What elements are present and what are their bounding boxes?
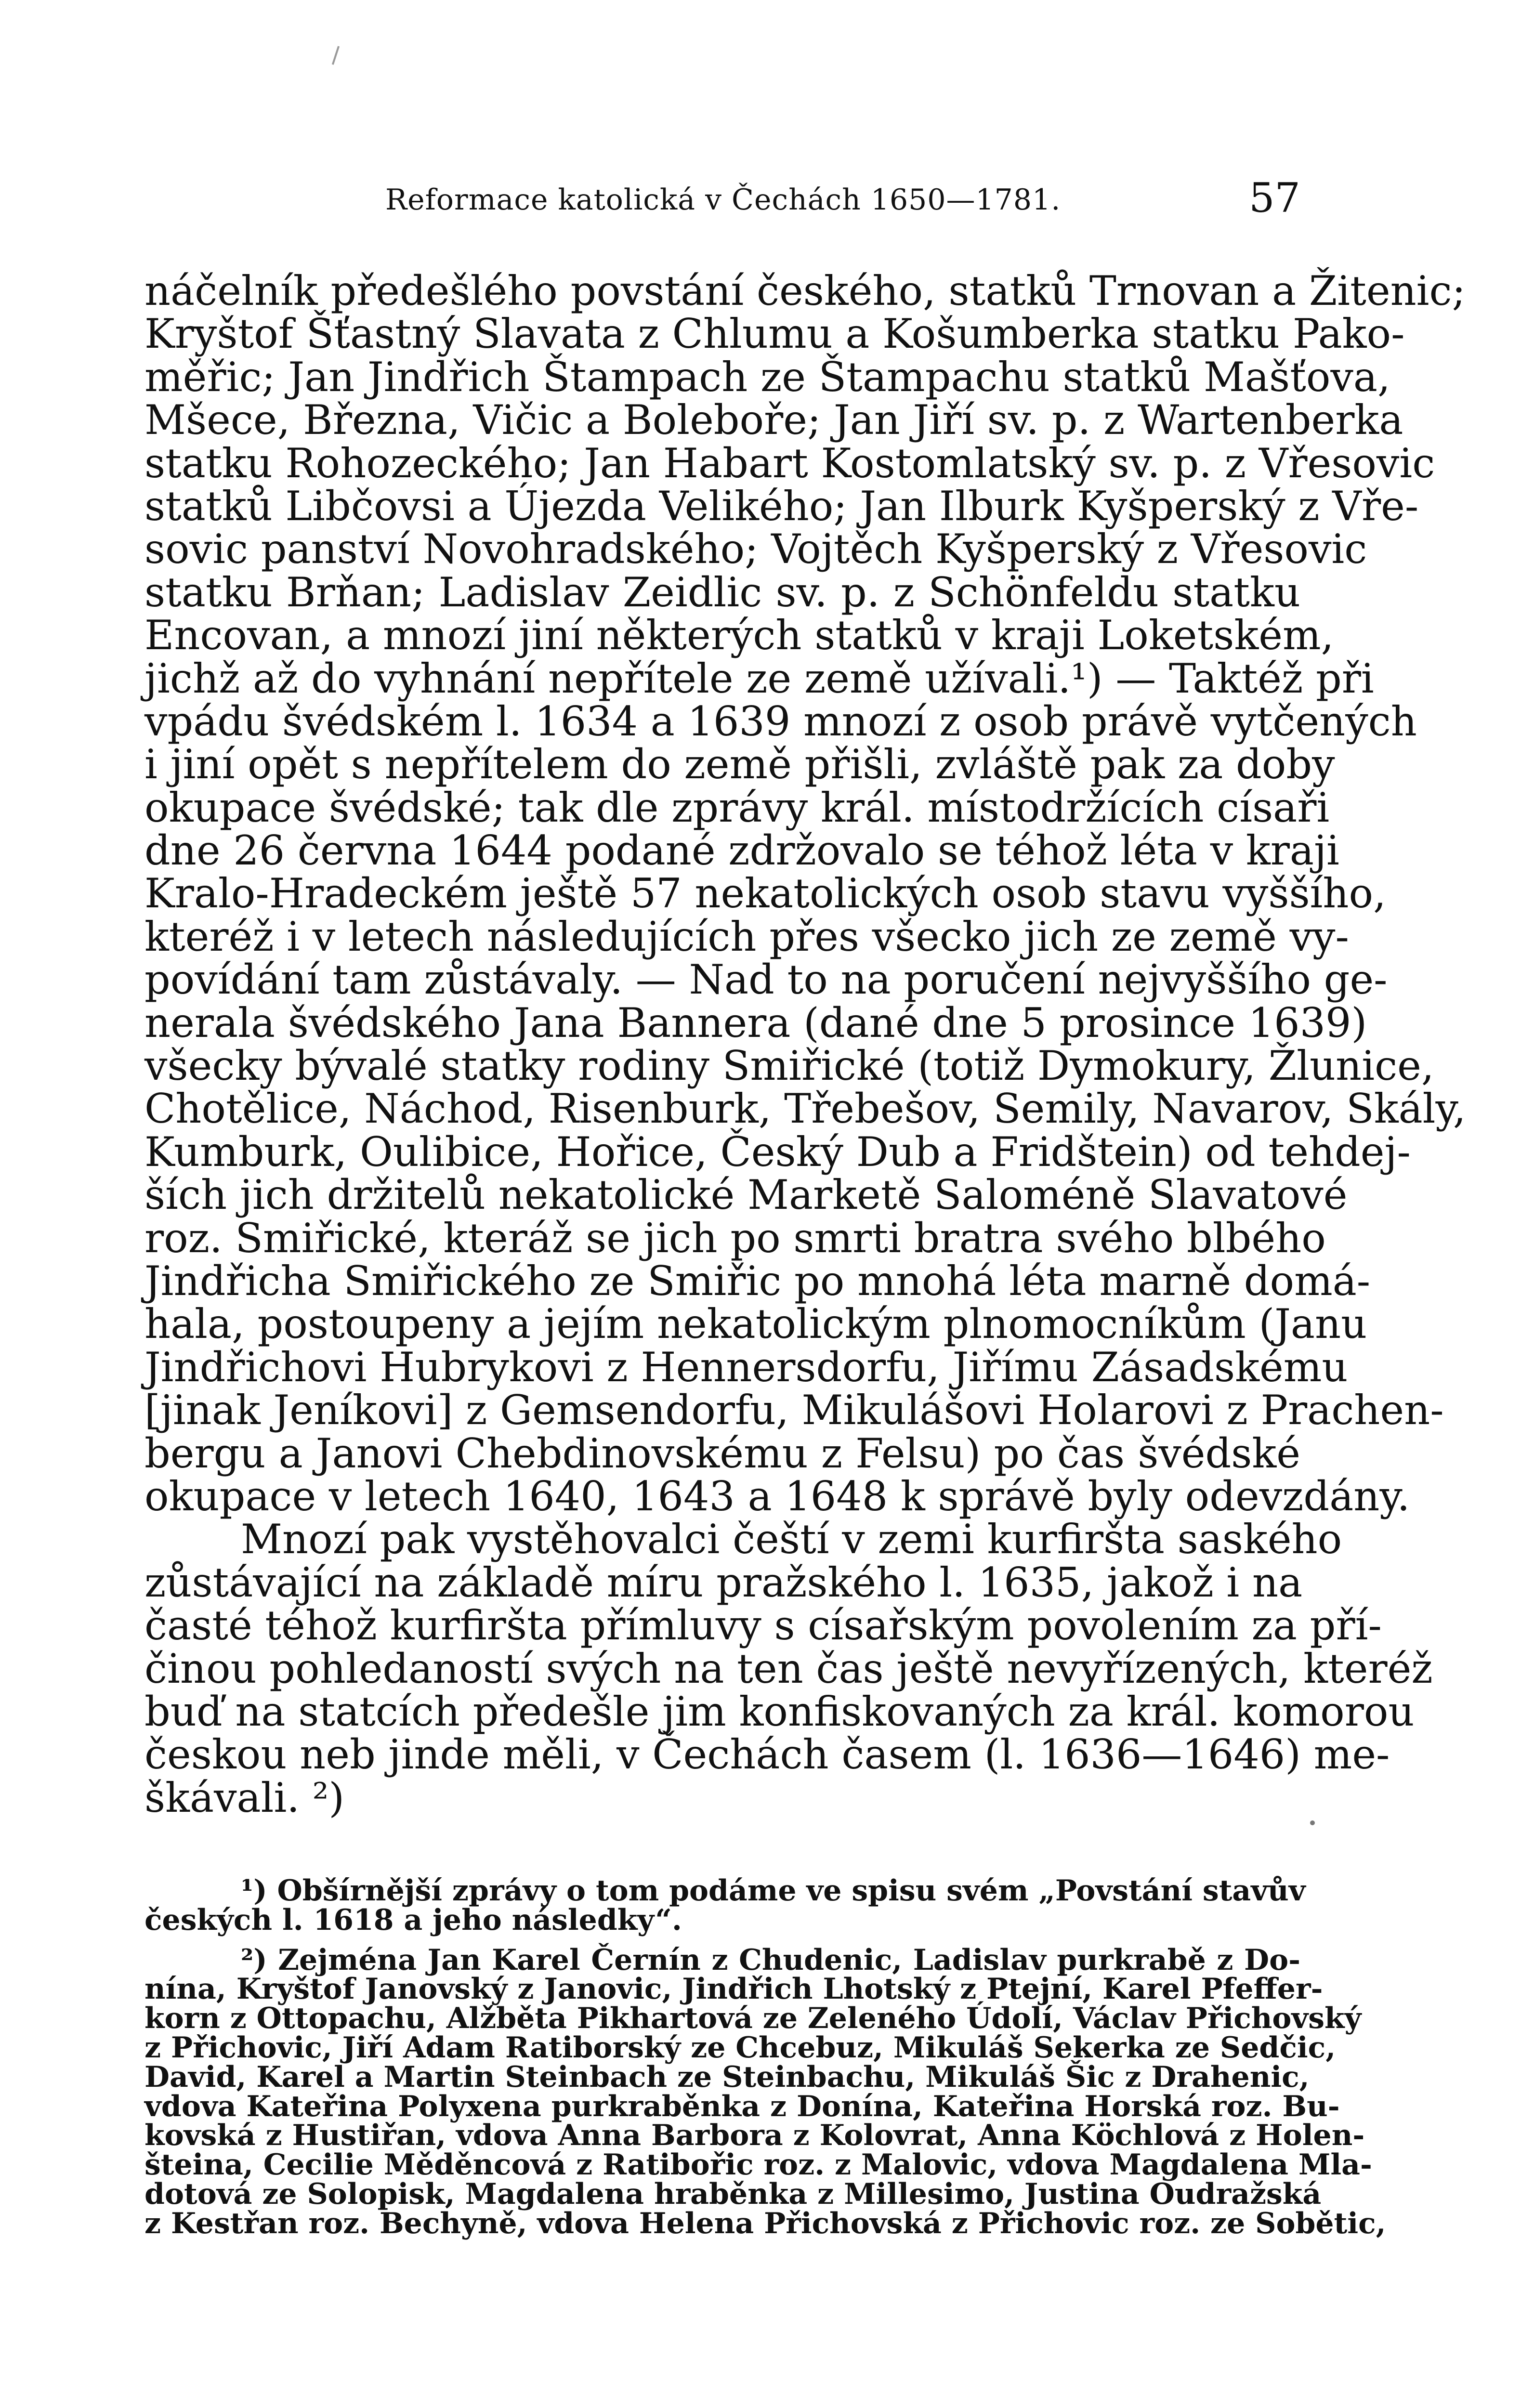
footnote-line: nína, Kryštof Janovský z Janovic, Jindřich Lhotský z Ptejní, Karel Pfeffer- xyxy=(144,1972,1323,2006)
text-line: náčelník předešlého povstání českého, statků Trnovan a Žitenic; xyxy=(144,267,1466,314)
text-line: statku Brňan; Ladislav Zeidlic sv. p. z Schönfeldu statku xyxy=(144,568,1300,616)
footnote-line: dotová ze Solopisk, Magdalena hraběnka z Millesimo, Justina Oudražská xyxy=(144,2177,1322,2211)
footnote-line: z Přichovic, Jiří Adam Ratiborský ze Chcebuz, Mikuláš Sekerka ze Sedčic, xyxy=(144,2030,1336,2065)
text-line: Mnozí pak vystěhovalci čeští v zemi kurfiršta saského xyxy=(241,1516,1342,1563)
text-line: Jindřichovi Hubrykovi z Hennersdorfu, Jiřímu Zásadskému xyxy=(144,1343,1348,1391)
text-line: časté téhož kurfiršta přímluvy s císařským povolením za pří- xyxy=(144,1602,1382,1649)
text-line: nerala švédského Jana Bannera (dané dne 5 prosince 1639) xyxy=(144,999,1367,1047)
text-line: roz. Smiřické, kteráž se jich po smrti bratra svého blbého xyxy=(144,1214,1326,1262)
text-line: škávali. ²) xyxy=(144,1774,345,1821)
page-number: 57 xyxy=(1249,174,1300,222)
text-line: všecky bývalé statky rodiny Smiřické (totiž Dymokury, Žlunice, xyxy=(144,1042,1434,1090)
footnotes xyxy=(144,1874,1386,2240)
text-line: okupace švédské; tak dle zprávy král. místodržících císaři xyxy=(144,784,1330,831)
text-line: jichž až do vyhnání nepřítele ze země užívali.¹) — Taktéž při xyxy=(144,654,1374,702)
text-line: Jindřicha Smiřického ze Smiřic po mnohá léta marně domá- xyxy=(144,1257,1371,1305)
text-line: ších jich držitelů nekatolické Marketě Saloméně Slavatové xyxy=(144,1171,1348,1219)
footnote-line: ¹) Obšírnější zprávy o tom podáme ve spisu svém „Povstání stavův xyxy=(241,1874,1306,1908)
footnote-line: kovská z Hustiřan, vdova Anna Barbora z Kolovrat, Anna Köchlová z Holen- xyxy=(144,2119,1365,2153)
footnote-line: českých l. 1618 a jeho následky“. xyxy=(144,1903,682,1937)
footnote-line: z Kestřan roz. Bechyně, vdova Helena Přichovská z Přichovic roz. ze Sobětic, xyxy=(144,2206,1386,2240)
text-line: i jiní opět s nepřítelem do země přišli, zvláště pak za doby xyxy=(144,741,1335,788)
text-line: Chotělice, Náchod, Risenburk, Třebešov, Semily, Navarov, Skály, xyxy=(144,1085,1466,1133)
page-header xyxy=(144,174,1300,227)
scan-mark xyxy=(1310,1820,1315,1825)
text-line: činou pohledaností svých na ten čas ještě nevyřízených, kteréž xyxy=(144,1645,1433,1692)
footnote-line: korn z Ottopachu, Alžběta Pikhartová ze Zeleného Údolí, Václav Přichovský xyxy=(144,2002,1362,2036)
footnote-line: vdova Kateřina Polyxena purkraběnka z Donína, Kateřina Horská roz. Bu- xyxy=(144,2089,1340,2123)
text-line: kteréž i v letech následujících přes všecko jich ze země vy- xyxy=(144,913,1349,960)
text-line: statků Libčovsi a Újezda Velikého; Jan Ilburk Kyšperský z Vře- xyxy=(144,482,1419,530)
footnote-line: David, Karel a Martin Steinbach ze Steinbachu, Mikuláš Šic z Drahenic, xyxy=(144,2060,1310,2094)
text-line: Kumburk, Oulibice, Hořice, Český Dub a Fridštein) od tehdej- xyxy=(144,1128,1411,1176)
text-line: statku Rohozeckého; Jan Habart Kostomlatský sv. p. z Vřesovic xyxy=(144,439,1435,487)
running-title: Reformace katolická v Čechách 1650—1781. xyxy=(385,183,1061,217)
text-line: hala, postoupeny a jejím nekatolickým plnomocníkům (Janu xyxy=(144,1300,1367,1348)
text-line: měřic; Jan Jindřich Štampach ze Štampachu statků Mašťova, xyxy=(144,353,1390,401)
text-line: dne 26 června 1644 podané zdržovalo se téhož léta v kraji xyxy=(144,827,1339,875)
text-line: [jinak Jeníkovi] z Gemsendorfu, Mikulášovi Holarovi z Prachen- xyxy=(144,1387,1444,1434)
text-line: okupace v letech 1640, 1643 a 1648 k správě byly odevzdány. xyxy=(144,1472,1410,1520)
main-text xyxy=(144,267,1466,1821)
text-line: Encovan, a mnozí jiní některých statků v kraji Loketském, xyxy=(144,612,1334,659)
text-line: bergu a Janovi Chebdinovskému z Felsu) po čas švédské xyxy=(144,1429,1300,1477)
text-line: českou neb jinde měli, v Čechách časem (l. 1636—1646) me- xyxy=(144,1731,1390,1779)
scan-mark xyxy=(332,46,340,65)
text-line: Mšece, Března, Vičic a Boleboře; Jan Jiří sv. p. z Wartenberka xyxy=(144,396,1403,444)
text-line: zůstávající na základě míru pražského l. 1635, jakož i na xyxy=(144,1558,1303,1606)
footnote-line: šteina, Cecilie Měděncová z Ratibořic roz. z Malovic, vdova Magdalena Mla- xyxy=(144,2148,1372,2182)
text-line: Kralo-Hradeckém ještě 57 nekatolických osob stavu vyššího, xyxy=(144,870,1386,917)
text-line: buď na statcích předešle jim konfiskovaných za král. komorou xyxy=(144,1688,1415,1735)
text-line: sovic panství Novohradského; Vojtěch Kyšperský z Vřesovic xyxy=(144,525,1367,573)
text-line: povídání tam zůstávaly. — Nad to na poručení nejvyššího ge- xyxy=(144,956,1388,1004)
text-line: vpádu švédském l. 1634 a 1639 mnozí z osob právě vytčených xyxy=(144,697,1417,745)
text-line: Kryštof Šťastný Slavata z Chlumu a Košumberka statku Pako- xyxy=(144,310,1405,358)
footnote-line: ²) Zejména Jan Karel Černín z Chudenic, Ladislav purkrabě z Do- xyxy=(241,1943,1300,1977)
